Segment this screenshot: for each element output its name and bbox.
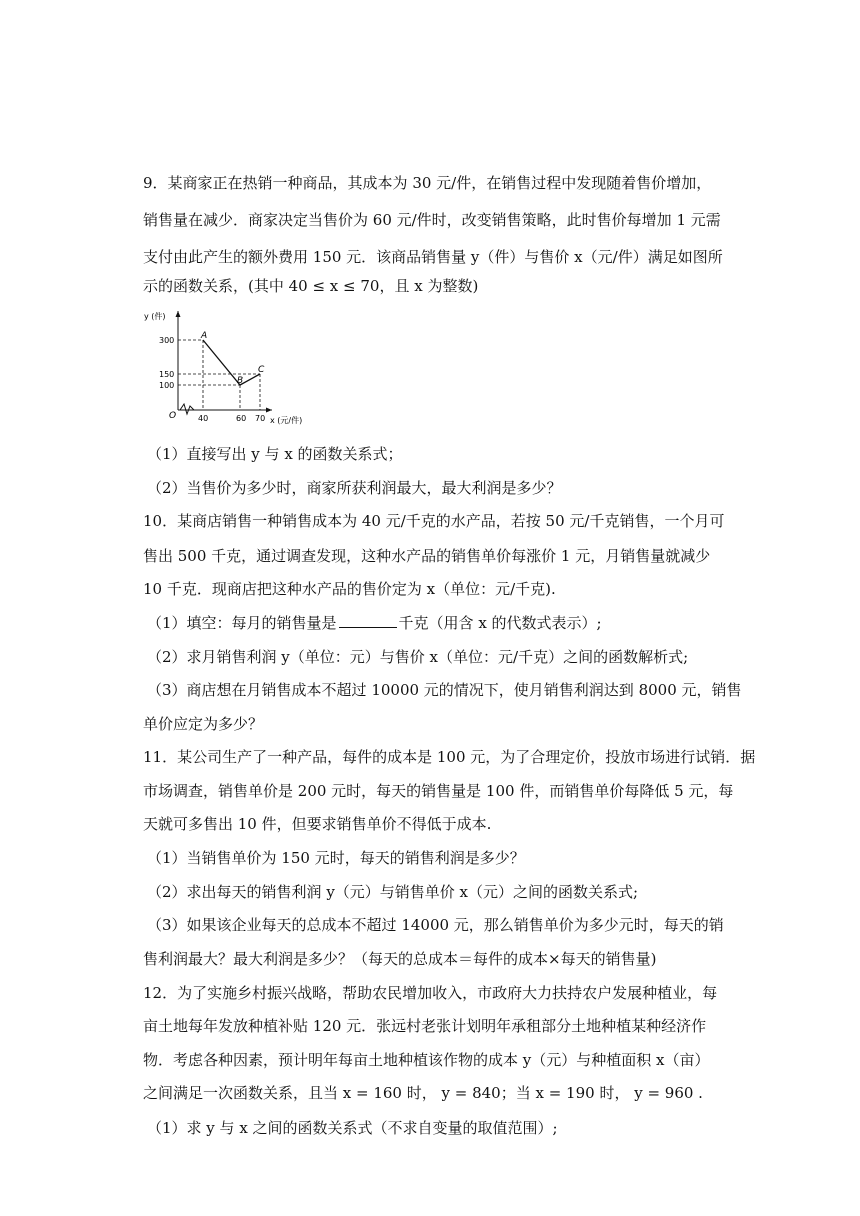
- q11-line-3: 天就可多售出 10 件，但要求销售单价不得低于成本.: [143, 815, 492, 833]
- q11-part-2: （2）求出每天的销售利润 y（元）与销售单价 x（元）之间的函数关系式;: [147, 883, 639, 901]
- y-axis-arrow: [176, 311, 181, 317]
- q11-line-1: 11．某公司生产了一种产品，每件的成本是 100 元，为了合理定价，投放市场进行试销．据: [143, 748, 756, 766]
- q9-line-1: 9．某商家正在热销一种商品，其成本为 30 元/件，在销售过程中发现随着售价增加，: [143, 174, 712, 192]
- q9-line-2: 销售量在减少．商家决定当售价为 60 元/件时，改变销售策略，此时售价每增加 1 元需: [143, 211, 721, 229]
- q9-part-1: （1）直接写出 y 与 x 的函数关系式；: [147, 445, 403, 463]
- q12-line-4: 之间满足一次函数关系，且当 x = 160 时， y = 840；当 x = 190 时， y = 960 .: [143, 1084, 703, 1102]
- x-axis-label: x (元/件): [270, 416, 303, 425]
- point-a-label: A: [201, 331, 208, 341]
- q10-line-2: 售出 500 千克，通过调查发现，这种水产品的销售单价每涨价 1 元，月销售量就减少: [143, 547, 711, 565]
- y-tick-150: 150: [159, 370, 175, 379]
- q10-part-1-suffix: 千克（用含 x 的代数式表示）;: [398, 614, 602, 632]
- x-tick-60: 60: [236, 414, 247, 423]
- q10-line-1: 10．某商店销售一种销售成本为 40 元/千克的水产品，若按 50 元/千克销售，一个月可: [143, 512, 725, 530]
- axis-break: [180, 404, 202, 414]
- point-b-label: B: [237, 376, 244, 386]
- q9-line-3: 支付由此产生的额外费用 150 元．该商品销售量 y（件）与售价 x（元/件）满足如图所: [143, 248, 723, 266]
- q12-line-2: 亩土地每年发放种植补贴 120 元．张远村老张计划明年承租部分土地种植某种经济作: [143, 1017, 707, 1035]
- q12-line-3: 物．考虑各种因素，预计明年每亩土地种植该作物的成本 y（元）与种植面积 x（亩）: [143, 1051, 710, 1069]
- q10-part-1-prefix: （1）填空：每月的销售量是: [147, 614, 337, 632]
- q9-part-2: （2）当售价为多少时，商家所获利润最大，最大利润是多少？: [147, 479, 562, 497]
- q10-line-3: 10 千克．现商店把这种水产品的售价定为 x（单位：元/千克).: [143, 580, 556, 598]
- q12-part-1: （1）求 y 与 x 之间的函数关系式（不求自变量的取值范围）;: [147, 1119, 558, 1137]
- q11-part-3-cont: 售利润最大？最大利润是多少？（每天的总成本＝每件的成本×每天的销售量): [143, 950, 657, 968]
- q9-graph: [140, 306, 320, 434]
- q12-line-1: 12．为了实施乡村振兴战略，帮助农民增加收入，市政府大力扶持农户发展种植业，每: [143, 984, 718, 1002]
- x-axis-arrow: [266, 408, 272, 413]
- q10-part-2: （2）求月销售利润 y（单位：元）与售价 x（单位：元/千克）之间的函数解析式;: [147, 648, 689, 666]
- y-tick-300: 300: [159, 336, 175, 345]
- function-graph: [203, 340, 260, 385]
- y-tick-100: 100: [159, 381, 175, 390]
- point-c-label: C: [258, 365, 265, 375]
- q10-part-3-cont: 单价应定为多少？: [143, 715, 264, 733]
- q11-part-1: （1）当销售单价为 150 元时，每天的销售利润是多少？: [147, 849, 525, 867]
- q10-part-1: [147, 612, 837, 634]
- q11-part-3: （3）如果该企业每天的总成本不超过 14000 元，那么销售单价为多少元时，每天的销: [147, 916, 724, 934]
- y-axis-label: y (件): [144, 312, 166, 321]
- answer-blank: [339, 613, 397, 628]
- q9-line-4: 示的函数关系，(其中 40 ≤ x ≤ 70，且 x 为整数): [143, 277, 479, 295]
- x-tick-70: 70: [255, 414, 266, 423]
- origin-label: O: [169, 411, 177, 421]
- x-tick-40: 40: [198, 414, 209, 423]
- q10-part-3: （3）商店想在月销售成本不超过 10000 元的情况下，使月销售利润达到 8000 元，销售: [147, 681, 742, 699]
- q11-line-2: 市场调查，销售单价是 200 元时，每天的销售量是 100 件，而销售单价每降低 5 元，每: [143, 782, 734, 800]
